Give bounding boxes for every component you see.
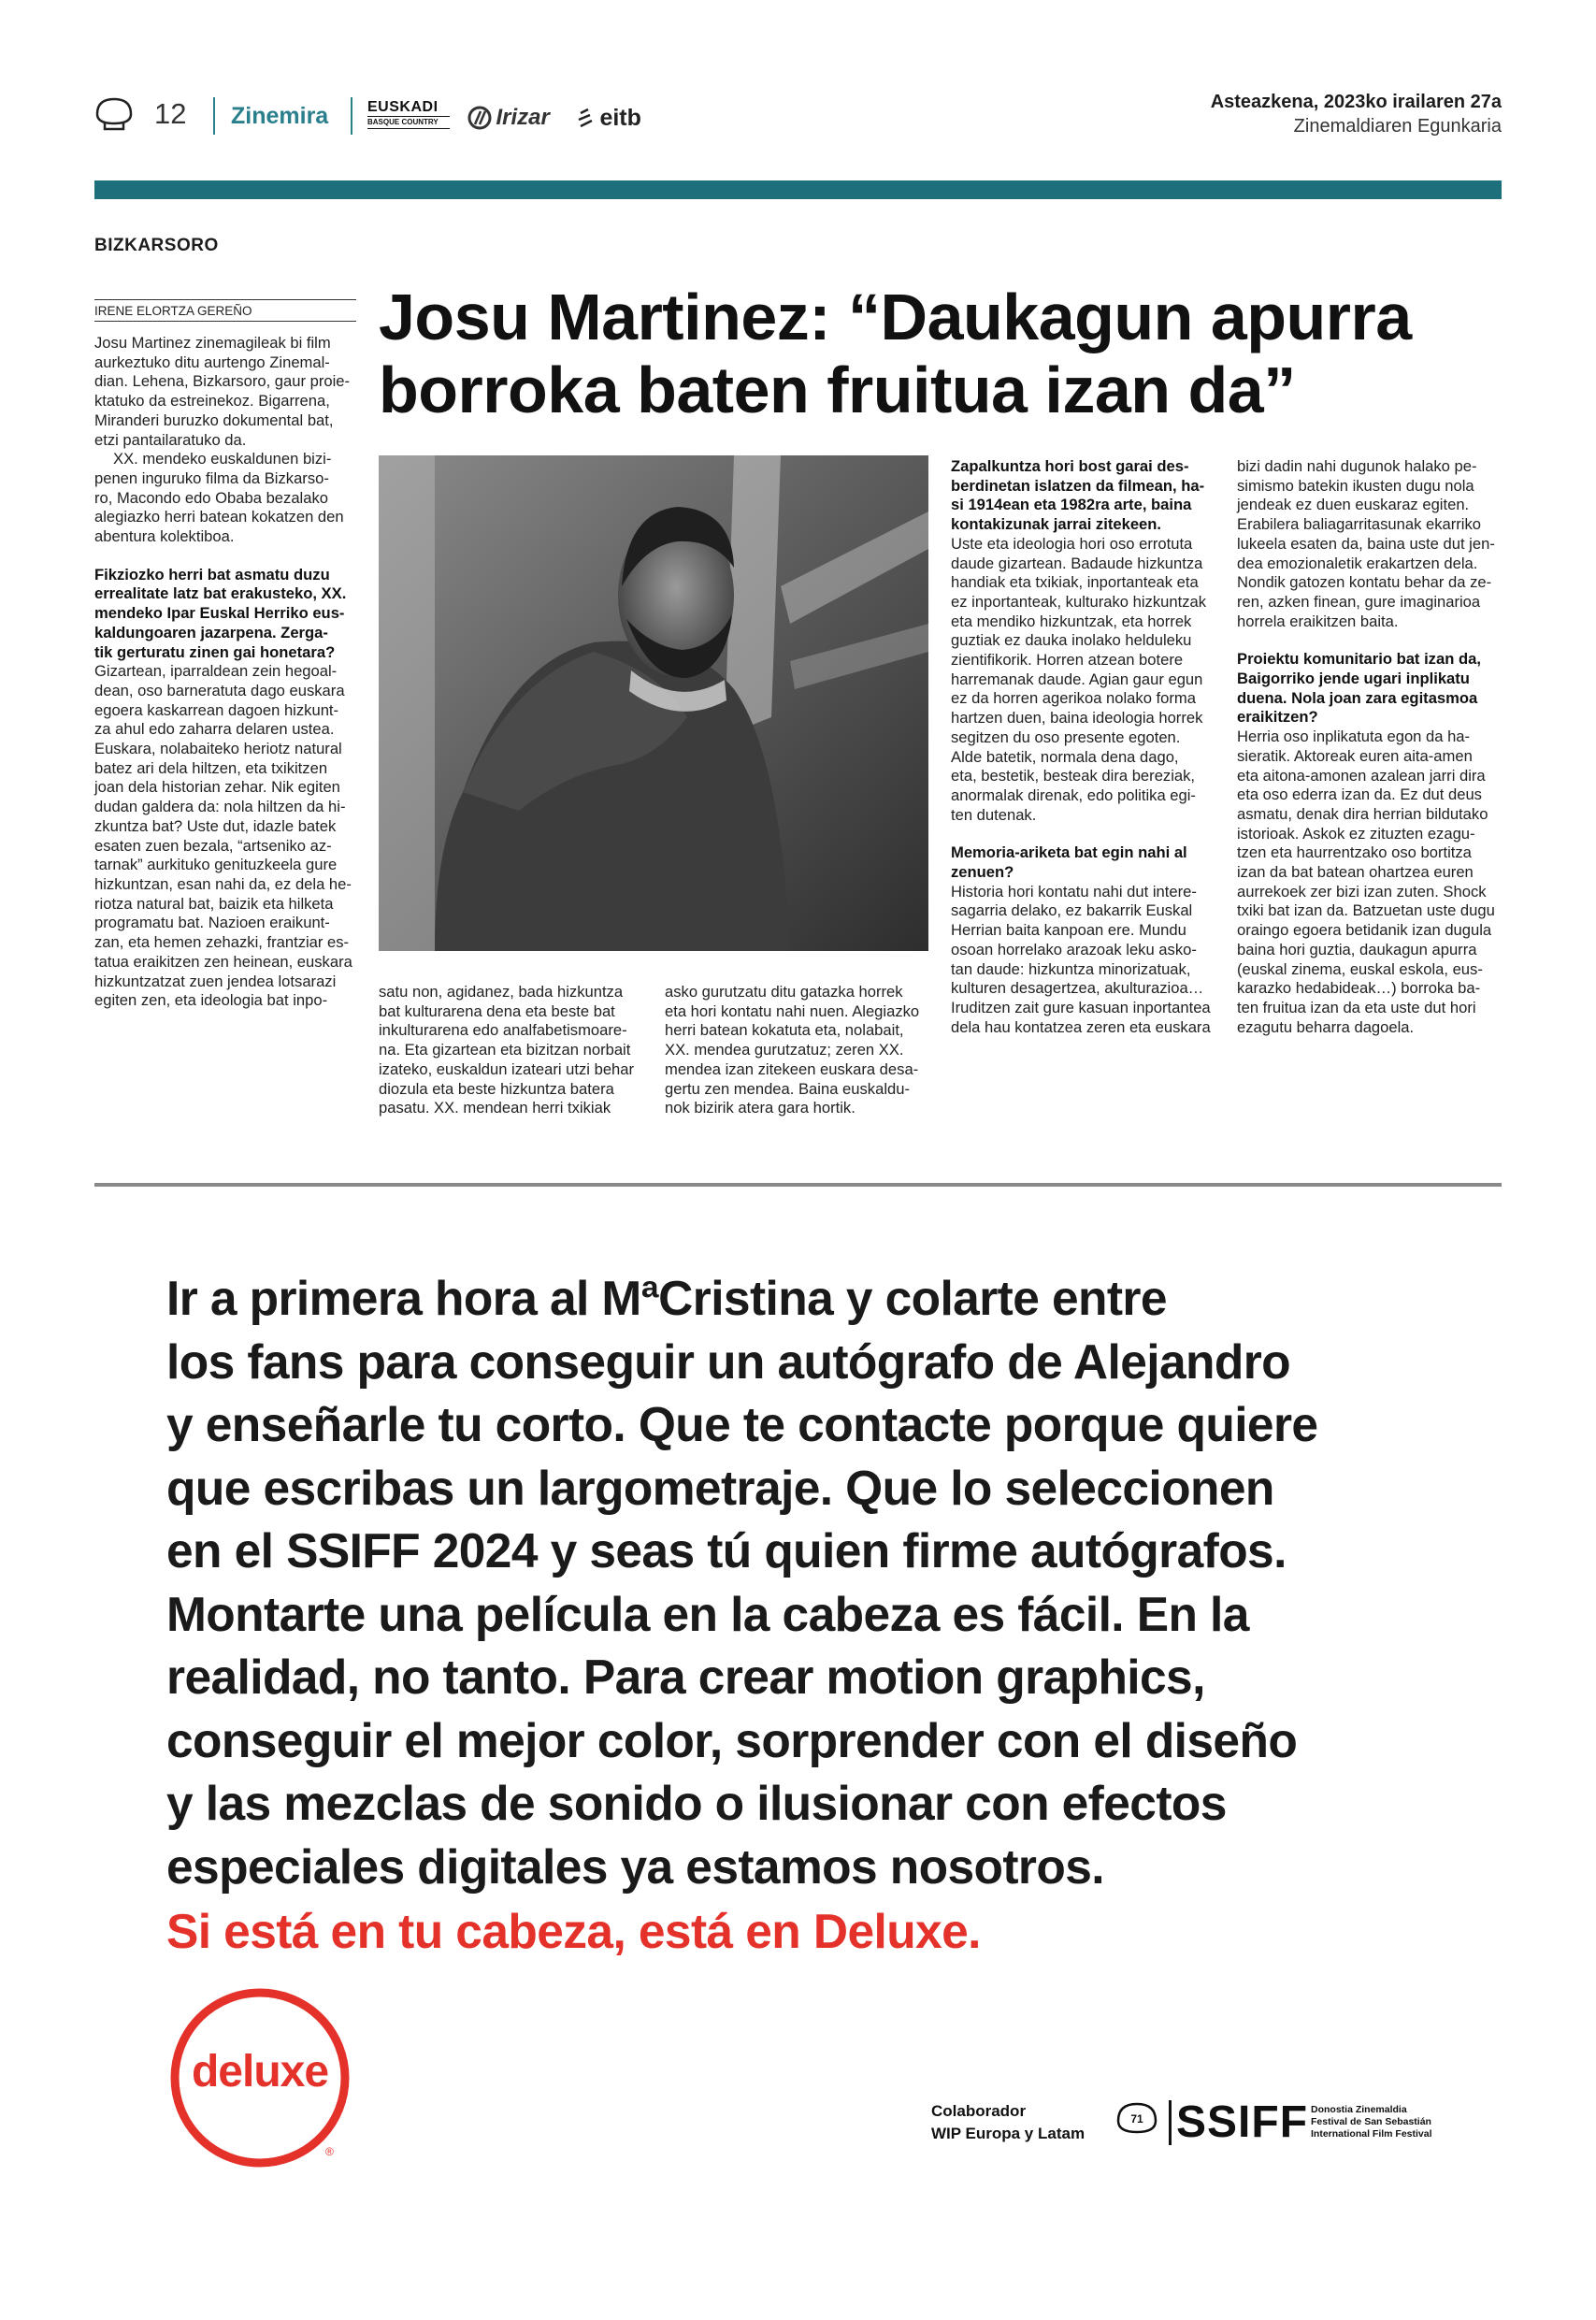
article-text-line: baina hori guztia, daukagun apurra	[1237, 940, 1477, 958]
article-text-line: tan daude: hizkuntza minorizatuak,	[951, 959, 1191, 978]
interview-question-line: Proiektu komunitario bat izan da,	[1237, 650, 1481, 669]
interview-question-line: zenuen?	[951, 863, 1014, 882]
article-text-line: izan da bat batean ohartzea euren	[1237, 863, 1474, 882]
ssiff-separator	[1169, 2100, 1172, 2145]
article-text-line: eta mendiko hizkuntzak, eta horrek	[951, 612, 1192, 630]
article-text-line: Iruditzen zait gure kasuan inportantea	[951, 998, 1211, 1016]
article-text-line: Uste eta ideologia hori oso errotuta	[951, 534, 1193, 553]
article-text-line: oraingo egoera betidanik izan dugula	[1237, 921, 1492, 940]
article-text-line: satu non, agidanez, bada hizkuntza	[379, 983, 624, 1001]
sponsor-eitb-logo: eitb	[577, 105, 641, 132]
section-name: Zinemira	[231, 103, 329, 129]
ad-copy-line: y las mezclas de sonido o ilusionar con efectos	[166, 1776, 1227, 1830]
article-text-line: dela hau kontatzea zeren eta euskara	[951, 1017, 1211, 1036]
byline-rule	[94, 321, 356, 322]
header-separator	[213, 97, 215, 135]
article-text-line: handiak eta txikiak, inportanteak eta	[951, 573, 1199, 592]
article-text-line: za ahul edo zaharra delaren ustea.	[94, 720, 335, 739]
collaborator-program: WIP Europa y Latam	[931, 2125, 1086, 2142]
byline-rule	[94, 299, 356, 300]
article-text-line: XX. mendeko euskaldunen bizi-	[113, 450, 332, 468]
article-ad-divider	[94, 1183, 1502, 1187]
article-text-line: Herria oso inplikatuta egon da ha-	[1237, 728, 1471, 746]
article-text-line: egiten zen, eta ideologia bat inpo-	[94, 991, 328, 1010]
article-text-line: Josu Martinez zinemagileak bi film	[94, 334, 331, 352]
ad-copy-line: Montarte una película en la cabeza es fácil. En la	[166, 1586, 1249, 1641]
article-text-line: zientifikorik. Horren atzean botere	[951, 651, 1184, 670]
interview-question-line: Fikziozko herri bat asmatu duzu	[94, 565, 330, 584]
article-text-line: pasatu. XX. mendean herri txikiak	[379, 1099, 611, 1117]
article-text-line: bat kulturarena dena eta beste bat	[379, 1001, 615, 1020]
article-text-line: ten fruitua izan da eta uste dut hori	[1237, 998, 1476, 1016]
section-bar	[94, 180, 1502, 199]
ad-copy-line: los fans para conseguir un autógrafo de Alejandro	[166, 1333, 1291, 1389]
article-text-line: tzen eta haurrentzako oso bortitza	[1237, 843, 1472, 862]
article-text-line: dea emozionaletik erakartzen dela.	[1237, 554, 1478, 572]
article-text-line: dean, oso barneratuta dago euskara	[94, 681, 345, 699]
paragraph-gap	[951, 825, 1215, 843]
article-column-5	[1237, 457, 1501, 1037]
ad-copy	[166, 1267, 1438, 1898]
sponsor-irizar-logo: Irizar	[467, 105, 550, 133]
ssiff-subtitle-1: Donostia Zinemaldia	[1311, 2104, 1407, 2115]
interview-question-line: berdinetan islatzen da filmean, ha-	[951, 476, 1205, 495]
ad-copy-line: que escribas un largometraje. Que lo seleccionen	[166, 1460, 1274, 1515]
article-text-line: Erabilera baliagarritasunak ekarriko	[1237, 515, 1482, 534]
article-column-1	[94, 334, 356, 1011]
article-text-line: eta oso ederra izan da. Ez dut deus	[1237, 785, 1482, 804]
article-text-line: txiki bat izan da. Batzuetan uste dugu	[1237, 901, 1495, 920]
byline: IRENE ELORTZA GEREÑO	[94, 304, 252, 318]
article-text-line: Alde batetik, normala dena dago,	[951, 747, 1179, 766]
article-text-line: dian. Lehena, Bizkarsoro, gaur proie-	[94, 372, 351, 391]
article-text-line: kulturen desagertzea, akulturazioa…	[951, 979, 1204, 998]
article-kicker: BIZKARSORO	[94, 236, 219, 255]
article-text-line: na. Eta gizartean eta bizitzan norbait	[379, 1041, 631, 1059]
ssiff-edition-icon: 71	[1114, 2100, 1159, 2141]
ad-copy-line: y enseñarle tu corto. Que te contacte porque quiere	[166, 1397, 1318, 1451]
header-separator	[351, 97, 352, 135]
article-text-line: XX. mendea gurutzatuz; zeren XX.	[665, 1041, 904, 1059]
article-text-line: mendea izan zitekeen euskara desa-	[665, 1059, 919, 1078]
paragraph-gap	[94, 547, 356, 566]
article-text-line: penen inguruko filma da Bizkarso-	[94, 468, 329, 487]
article-text-line: bizi dadin nahi dugunok halako pe-	[1237, 457, 1477, 475]
interview-question-line: errealitate latz bat erakusteko, XX.	[94, 584, 347, 603]
article-text-line: ktatuko da estreinekoz. Bigarrena,	[94, 392, 330, 411]
article-text-line: segitzen du oso presente egoten.	[951, 728, 1181, 746]
article-text-line: hizkuntzatzat zuen jendea lotsarazi	[94, 972, 337, 990]
article-text-line: harremanak daude. Agian gaur egun	[951, 670, 1203, 688]
article-text-line: asko gurutzatu ditu gatazka horrek	[665, 983, 903, 1001]
article-text-line: sagarria delako, ez bakarrik Euskal	[951, 901, 1193, 920]
article-text-line: Euskara, nolabaiteko heriotz natural	[94, 740, 342, 758]
article-text-line: aurrekoek zer bizi izan zuten. Shock	[1237, 882, 1487, 901]
article-text-line: zan, eta hemen zehazki, frantziar es-	[94, 933, 350, 952]
article-text-line: anormalak direnak, edo politika egi-	[951, 785, 1196, 804]
article-text-line: tatua eraikitzen zen heinean, euskara	[94, 952, 352, 971]
article-text-line: Miranderi buruzko dokumental bat,	[94, 411, 334, 429]
interview-question-line: Memoria-ariketa bat egin nahi al	[951, 843, 1187, 862]
interview-question-line: si 1914ean eta 1982ra arte, baina	[951, 496, 1192, 514]
article-text-line: simismo batekin ikusten dugu nola	[1237, 476, 1474, 495]
article-text-line: (euskal zinema, euskal eskola, eus-	[1237, 959, 1483, 978]
article-text-line: eta, bestetik, besteak dira bereziak,	[951, 767, 1196, 785]
article-text-line: etzi pantailaratuko da.	[94, 430, 247, 449]
article-text-line: alegiazko herri batean kokatzen den	[94, 508, 344, 526]
article-text-line: ro, Macondo edo Obaba bezalako	[94, 488, 329, 507]
article-text-line: hizkuntzan, esan nahi da, ez dela he-	[94, 874, 352, 893]
article-text-line: izateko, euskaldun izateari utzi behar	[379, 1059, 635, 1078]
paragraph-gap	[1237, 631, 1501, 650]
article-text-line: jendeak ez duen euskaraz egiten.	[1237, 496, 1470, 514]
interview-question-line: mendeko Ipar Euskal Herriko eus-	[94, 604, 345, 623]
ssiff-logo: SSIFF	[1176, 2097, 1309, 2147]
article-text-line: horrela eraikitzen baita.	[1237, 612, 1399, 630]
article-text-line: ren, azken finean, gure imaginarioa	[1237, 592, 1481, 611]
portrait-photo	[379, 455, 928, 951]
newspaper-name: Zinemaldiaren Egunkaria	[1293, 116, 1502, 137]
article-text-line: gertu zen mendea. Baina euskaldu-	[665, 1079, 910, 1098]
ad-copy-line: conseguir el mejor color, sorprender con el diseño	[166, 1712, 1298, 1767]
interview-question-line: Zapalkuntza hori bost garai des-	[951, 457, 1189, 475]
article-text-line: lukeela esaten da, baina uste dut jen-	[1237, 534, 1495, 553]
collaborator-label: Colaborador	[931, 2102, 1027, 2120]
ssiff-subtitle-2: Festival de San Sebastián	[1311, 2116, 1431, 2127]
article-text-line: karazko hedabideak…) borroka ba-	[1237, 979, 1481, 998]
article-text-line: ezagutu beharra dagoela.	[1237, 1017, 1415, 1036]
ad-tagline: Si está en tu cabeza, está en Deluxe.	[166, 1904, 981, 1958]
interview-question-line: duena. Nola joan zara egitasmoa	[1237, 688, 1478, 707]
deluxe-logo: deluxe ®	[166, 1984, 353, 2171]
article-column-3	[665, 983, 928, 1118]
ad-copy-line: Ir a primera hora al MªCristina y colarte entre	[166, 1271, 1167, 1325]
ad-copy-line: realidad, no tanto. Para crear motion graphics,	[166, 1650, 1205, 1704]
article-text-line: Gizartean, iparraldean zein hegoal-	[94, 662, 338, 681]
article-text-line: asmatu, denak dira herrian bildutako	[1237, 804, 1488, 823]
issue-date: Asteazkena, 2023ko irailaren 27a	[1210, 92, 1502, 112]
article-text-line: dudan galdera da: nola hiltzen da hi-	[94, 798, 346, 816]
headline: Josu Martinez: “Daukagun apurra borroka baten fruitua izan da”	[379, 281, 1412, 426]
article-text-line: sieratik. Aktoreak euren aita-amen	[1237, 746, 1473, 765]
article-text-line: diozula eta beste hizkuntza batera	[379, 1079, 614, 1098]
article-text-line: abentura kolektiboa.	[94, 527, 235, 546]
interview-question-line: Baigorriko jende ugari inplikatu	[1237, 670, 1470, 688]
article-text-line: riotza natural bat, baizik eta hilketa	[94, 894, 334, 913]
article-text-line: istorioak. Askok ez zituzten ezagu-	[1237, 824, 1475, 843]
ad-copy-line: en el SSIFF 2024 y seas tú quien firme autógrafos.	[166, 1523, 1287, 1578]
article-text-line: ez inportanteak, kulturako hizkuntzak	[951, 592, 1207, 611]
article-text-line: osoan horrelako arazoak leku asko-	[951, 940, 1197, 958]
article-text-line: ez da horren agerikoa nolako forma	[951, 689, 1196, 708]
article-text-line: programatu bat. Nazioen eraikunt-	[94, 914, 330, 932]
article-text-line: guztiak ez dauka inolako helduleku	[951, 631, 1192, 650]
interview-question-line: kontakizunak jarrai zitekeen.	[951, 515, 1162, 534]
article-text-line: Herrian baita kanpoan ere. Mundu	[951, 921, 1186, 940]
article-text-line: aurkeztuko ditu aurtengo Zinemal-	[94, 353, 330, 371]
article-text-line: egoera kaskarrean dagoen hizkunt-	[94, 700, 339, 719]
article-text-line: batez ari dela hiltzen, eta txikitzen	[94, 758, 328, 777]
sponsor-euskadi-logo: EUSKADI BASQUE COUNTRY	[367, 99, 450, 129]
article-text-line: ten dutenak.	[951, 805, 1037, 824]
article-text-line: eta hori kontatu nahi nuen. Alegiazko	[665, 1001, 920, 1020]
article-text-line: nok bizirik atera gara hortik.	[665, 1099, 856, 1117]
article-text-line: Nondik gatozen kontatu behar da ze-	[1237, 573, 1492, 592]
article-column-4	[951, 457, 1215, 1037]
article-text-line: eta aitona-amonen azalean jarri dira	[1237, 766, 1486, 785]
interview-question-line: kaldungoaren jazarpena. Zerga-	[94, 623, 328, 641]
ad-copy-line: especiales digitales ya estamos nosotros.	[166, 1838, 1104, 1894]
article-column-2	[379, 983, 642, 1118]
article-text-line: zkuntza bat? Uste dut, idazle batek	[94, 816, 337, 835]
article-text-line: herri batean kokatuta eta, nolabait,	[665, 1021, 904, 1040]
article-text-line: tarnak” aurkituko genituzkeela gure	[94, 856, 338, 874]
page-number: 12	[154, 97, 187, 130]
interview-question-line: eraikitzen?	[1237, 708, 1318, 727]
interview-question-line: tik gerturatu zinen gai honetara?	[94, 642, 336, 661]
article-text-line: inkulturarena edo analfabetismoare-	[379, 1021, 627, 1040]
article-text-line: Historia hori kontatu nahi dut intere-	[951, 882, 1197, 901]
article-text-line: joan dela historian zehar. Nik egiten	[94, 778, 340, 797]
article-text-line: hartzen duen, baina ideologia horrek	[951, 709, 1203, 728]
article-text-line: daude gizartean. Badaude hizkuntza	[951, 554, 1203, 572]
article-text-line: esaten zuen bezala, “artseniko az-	[94, 836, 332, 855]
ssiff-subtitle-3: International Film Festival	[1311, 2128, 1432, 2140]
festival-shell-icon	[93, 95, 135, 133]
